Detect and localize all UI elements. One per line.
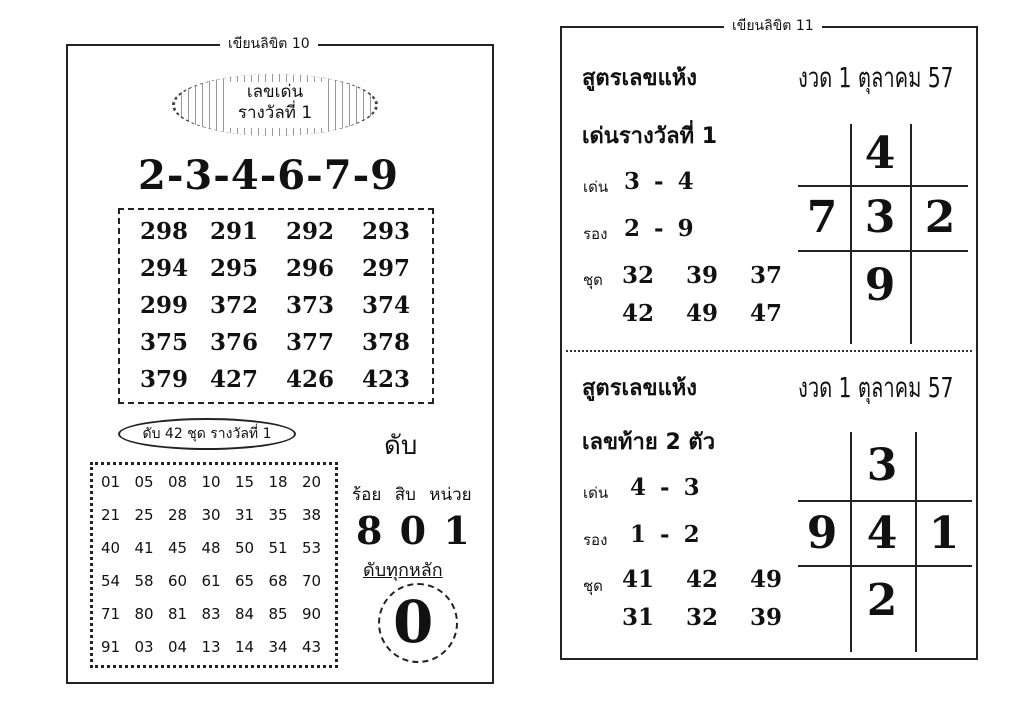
- triple-number: 295: [210, 255, 259, 282]
- pair-number: 70: [302, 572, 322, 590]
- triple-number: 376: [210, 329, 259, 356]
- pair-number: 43: [302, 638, 322, 656]
- triple-number: 298: [140, 218, 189, 245]
- pair-number: 21: [101, 506, 121, 524]
- s1-lead-label: เด่น: [583, 178, 609, 196]
- all-positions-digit: 0: [393, 588, 434, 656]
- pair-number: 53: [302, 539, 322, 557]
- set-number: 32: [686, 604, 719, 631]
- s1-set-label: ชุด: [583, 271, 603, 289]
- triple-number: 291: [210, 218, 259, 245]
- s2-lead-value: 4 - 3: [630, 474, 700, 501]
- pair-number: 03: [134, 638, 154, 656]
- triple-number: 373: [286, 292, 335, 319]
- pair-number: 61: [201, 572, 221, 590]
- set-number: 49: [686, 300, 719, 327]
- pair-number: 25: [134, 506, 154, 524]
- set-number: 32: [622, 262, 655, 289]
- triple-number: 375: [140, 329, 189, 356]
- position-digits: 8 0 1: [356, 508, 472, 553]
- triple-number: 426: [286, 366, 335, 393]
- pair-number: 18: [268, 473, 288, 491]
- triple-number: 292: [286, 218, 335, 245]
- pair-number: 68: [268, 572, 288, 590]
- set-number: 39: [686, 262, 719, 289]
- pair-number: 05: [134, 473, 154, 491]
- s1-cross-bottom: 9: [864, 260, 896, 311]
- pair-number: 90: [302, 605, 322, 623]
- pair-number: 48: [201, 539, 221, 557]
- triple-number: 379: [140, 366, 189, 393]
- right-page-header: เขียนลิขิต 11: [724, 18, 822, 34]
- s2-cross-bottom: 2: [866, 575, 898, 626]
- pair-number: 10: [201, 473, 221, 491]
- position-labels: ร้อย สิบ หน่วย: [352, 485, 472, 505]
- pair-number: 30: [201, 506, 221, 524]
- section-divider: [566, 350, 972, 352]
- pair-number: 45: [168, 539, 188, 557]
- pair-number: 50: [235, 539, 255, 557]
- s1-cross-right: 2: [924, 192, 956, 243]
- pair-number: 80: [134, 605, 154, 623]
- s1-cross-center: 3: [864, 192, 896, 243]
- s1-lead-value: 3 - 4: [624, 168, 694, 195]
- set-number: 42: [686, 566, 719, 593]
- badge-line-2: รางวัลที่ 1: [237, 103, 313, 123]
- triple-number: 374: [362, 292, 411, 319]
- badge-line-1: เลขเด่น: [246, 82, 304, 102]
- pair-number: 28: [168, 506, 188, 524]
- s1-second-label: รอง: [583, 225, 608, 243]
- pair-number: 71: [101, 605, 121, 623]
- s2-second-value: 1 - 2: [630, 521, 700, 548]
- pair-number: 31: [235, 506, 255, 524]
- s2-set-label: ชุด: [583, 577, 603, 595]
- pair-number: 40: [101, 539, 121, 557]
- pair-number: 65: [235, 572, 255, 590]
- pair-number: 84: [235, 605, 255, 623]
- triple-number: 296: [286, 255, 335, 282]
- set-number: 47: [750, 300, 783, 327]
- pair-number: 04: [168, 638, 188, 656]
- pair-number: 58: [134, 572, 154, 590]
- pair-number: 85: [268, 605, 288, 623]
- all-positions-label: ดับทุกหลัก: [363, 560, 443, 581]
- badge-inner: [225, 82, 325, 128]
- pair-number: 08: [168, 473, 188, 491]
- triple-number: 372: [210, 292, 259, 319]
- pair-number: 60: [168, 572, 188, 590]
- s2-second-label: รอง: [583, 531, 608, 549]
- s2-cross-left: 9: [806, 508, 838, 559]
- s1-cross-top: 4: [864, 128, 896, 179]
- pair-number: 34: [268, 638, 288, 656]
- triple-number: 378: [362, 329, 411, 356]
- set-number: 39: [750, 604, 783, 631]
- pair-number: 51: [268, 539, 288, 557]
- left-page-header: เขียนลิขิต 10: [220, 36, 318, 52]
- s2-title: สูตรเลขแห้ง: [582, 376, 697, 401]
- pair-number: 38: [302, 506, 322, 524]
- triple-number: 299: [140, 292, 189, 319]
- pair-number: 01: [101, 473, 121, 491]
- s2-subtitle: เลขท้าย 2 ตัว: [582, 430, 716, 455]
- s2-cross-center: 4: [866, 508, 898, 559]
- pair-number: 91: [101, 638, 121, 656]
- set-number: 41: [622, 566, 655, 593]
- highlight-digits: 2-3-4-6-7-9: [138, 152, 399, 199]
- kill-label-text: ดับ 42 ชุด รางวัลที่ 1: [142, 426, 272, 442]
- pair-number: 54: [101, 572, 121, 590]
- top-number-badge: [172, 74, 378, 136]
- pair-number: 14: [235, 638, 255, 656]
- s2-draw-date: งวด 1 ตุลาคม 57: [798, 371, 954, 404]
- pair-number: 13: [201, 638, 221, 656]
- set-number: 42: [622, 300, 655, 327]
- pair-number: 15: [235, 473, 255, 491]
- set-number: 49: [750, 566, 783, 593]
- s1-draw-date: งวด 1 ตุลาคม 57: [798, 61, 954, 94]
- s2-cross-right: 1: [928, 508, 960, 559]
- set-number: 37: [750, 262, 783, 289]
- s1-subtitle: เด่นรางวัลที่ 1: [582, 124, 718, 149]
- kill-label-oval: [118, 418, 296, 450]
- triple-number: 297: [362, 255, 411, 282]
- pair-number: 81: [168, 605, 188, 623]
- s1-second-value: 2 - 9: [624, 215, 694, 242]
- pair-number: 41: [134, 539, 154, 557]
- s2-lead-label: เด่น: [583, 484, 609, 502]
- s1-cross-left: 7: [806, 192, 838, 243]
- kill-title: ดับ: [384, 431, 418, 461]
- triple-number: 423: [362, 366, 411, 393]
- pair-number: 35: [268, 506, 288, 524]
- s2-cross-top: 3: [866, 440, 898, 491]
- set-number: 31: [622, 604, 655, 631]
- triple-number: 427: [210, 366, 259, 393]
- pair-number: 20: [302, 473, 322, 491]
- s1-title: สูตรเลขแห้ง: [582, 66, 697, 91]
- triple-number: 377: [286, 329, 335, 356]
- triple-number: 294: [140, 255, 189, 282]
- triple-number: 293: [362, 218, 411, 245]
- pair-number: 83: [201, 605, 221, 623]
